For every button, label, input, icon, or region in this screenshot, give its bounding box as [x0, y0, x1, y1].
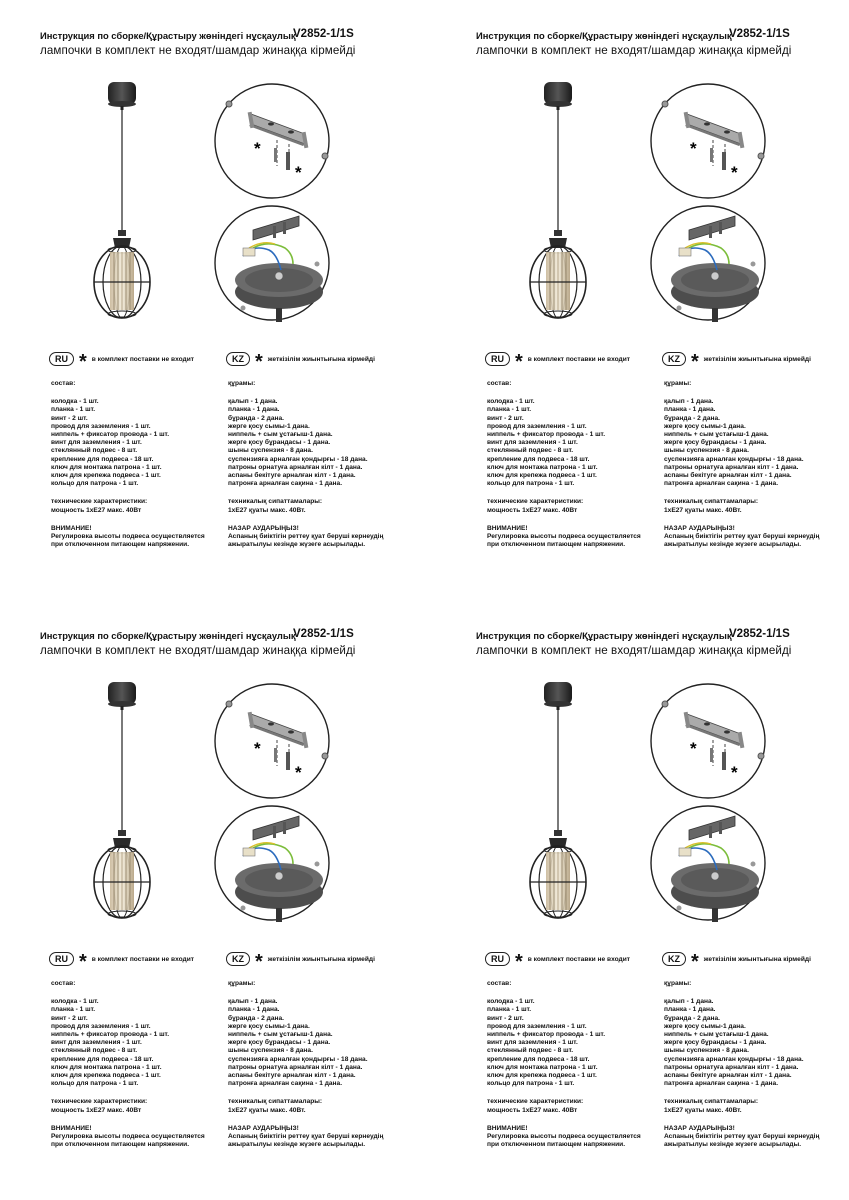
composition-item: шыны суспензия - 8 дана. — [664, 1047, 749, 1055]
kz-specs-value: 1хЕ27 қуаты макс. 40Вт. — [664, 1106, 742, 1114]
composition-item: ключ для крепежа подвеса - 1 шт. — [51, 472, 161, 480]
ru-specs-title: технические характеристики: — [487, 1098, 584, 1106]
composition-item: ключ для крепежа подвеса - 1 шт. — [51, 1072, 161, 1080]
ru-language-badge: RU — [485, 352, 510, 366]
composition-item: жерге қосу бұрандасы - 1 дана. — [228, 439, 331, 447]
kz-warning-line: Аспаның биіктігін реттеу қуат беруші кернеудің — [664, 533, 820, 541]
kz-specs-title: техникалық сипаттамалары: — [664, 1098, 759, 1106]
ru-not-included-text: в комплект поставки не входит — [527, 355, 630, 363]
kz-text-column — [664, 380, 819, 549]
composition-item: жерге қосу бұрандасы - 1 дана. — [664, 439, 767, 447]
svg-text:*: * — [731, 763, 738, 782]
composition-item: ниппель + сым ұстағыш-1 дана. — [664, 1031, 769, 1039]
kz-warning-line: ажыратылуы кезінде жүзеге асырылады. — [228, 1141, 366, 1149]
ru-warning-line: при отключенном питающем напряжении. — [51, 1141, 190, 1149]
composition-item: ниппель + фиксатор провода - 1 шт. — [487, 1031, 606, 1039]
bulbs-not-included-note: лампочки в комплект не входят/шамдар жинаққа кірмейді — [476, 44, 792, 57]
kz-specs-value: 1хЕ27 қуаты макс. 40Вт. — [228, 1106, 306, 1114]
composition-item: жерге қосу бұрандасы - 1 дана. — [228, 1039, 331, 1047]
ru-not-included-legend — [485, 951, 630, 973]
ru-not-included-legend — [49, 351, 194, 373]
composition-item: ниппель + фиксатор провода - 1 шт. — [51, 431, 170, 439]
kz-language-badge: KZ — [226, 352, 250, 366]
kz-warning-title: НАЗАР АУДАРЫҢЫЗ! — [228, 524, 299, 532]
ru-not-included-text: в комплект поставки не входит — [91, 955, 194, 963]
composition-item: колодка - 1 шт. — [51, 998, 99, 1006]
ru-language-badge: RU — [485, 952, 510, 966]
composition-item: ниппель + сым ұстағыш-1 дана. — [664, 431, 769, 439]
composition-item: жерге қосу сымы-1 дана. — [228, 1022, 310, 1030]
composition-item: жерге қосу сымы-1 дана. — [664, 1022, 746, 1030]
kz-text-column — [228, 980, 383, 1149]
ru-specs-value: мощность 1хЕ27 макс. 40Вт — [487, 1106, 578, 1114]
svg-text:*: * — [254, 139, 261, 158]
ru-warning-title: ВНИМАНИЕ! — [51, 524, 92, 532]
composition-item: колодка - 1 шт. — [51, 398, 99, 406]
instruction-panel-bottom-left — [0, 600, 424, 1200]
ru-composition-title: состав: — [51, 380, 76, 387]
asterisk-icon: * — [691, 951, 699, 973]
ru-text-column — [487, 980, 641, 1149]
wiring-assembly-diagram — [649, 804, 767, 922]
instruction-panel-top-right — [436, 0, 849, 600]
bulbs-not-included-note: лампочки в комплект не входят/шамдар жинаққа кірмейді — [40, 644, 356, 657]
kz-warning-line: ажыратылуы кезінде жүзеге асырылады. — [664, 1141, 802, 1149]
ru-composition-title: состав: — [487, 380, 512, 387]
kz-warning-line: ажыратылуы кезінде жүзеге асырылады. — [664, 541, 802, 549]
kz-composition-title: құрамы: — [228, 380, 256, 387]
kz-not-included-legend — [226, 351, 375, 373]
ru-composition-title: состав: — [51, 980, 76, 987]
ru-warning-title: ВНИМАНИЕ! — [487, 1124, 528, 1132]
kz-warning-title: НАЗАР АУДАРЫҢЫЗ! — [228, 1124, 299, 1132]
composition-item: ниппель + сым ұстағыш-1 дана. — [228, 1031, 333, 1039]
composition-item: аспаны бекітуге арналған кілт - 1 дана. — [228, 1072, 356, 1080]
ru-specs-title: технические характеристики: — [51, 498, 148, 506]
composition-item: крепление для подвеса - 18 шт. — [487, 455, 590, 463]
composition-item: ключ для крепежа подвеса - 1 шт. — [487, 472, 597, 480]
ru-warning-line: Регулировка высоты подвеса осуществляется — [487, 533, 641, 541]
kz-specs-title: техникалық сипаттамалары: — [664, 498, 759, 506]
composition-item: планка - 1 дана. — [228, 406, 280, 414]
mounting-bracket-diagram — [213, 82, 331, 200]
ru-specs-title: технические характеристики: — [51, 1098, 148, 1106]
model-number: V2852-1/1S — [729, 628, 790, 640]
pendant-lamp-illustration — [80, 78, 190, 328]
kz-not-included-legend — [226, 951, 375, 973]
ru-warning-title: ВНИМАНИЕ! — [487, 524, 528, 532]
ru-warning-title: ВНИМАНИЕ! — [51, 1124, 92, 1132]
ru-specs-value: мощность 1хЕ27 макс. 40Вт — [51, 1106, 142, 1114]
model-number: V2852-1/1S — [729, 28, 790, 40]
composition-item: планка - 1 шт. — [487, 1006, 532, 1014]
mounting-bracket-diagram — [649, 82, 767, 200]
wiring-assembly-diagram — [649, 204, 767, 322]
asterisk-icon: * — [255, 951, 263, 973]
svg-text:*: * — [690, 139, 697, 158]
composition-item: аспаны бекітуге арналған кілт - 1 дана. — [664, 472, 792, 480]
model-number: V2852-1/1S — [293, 628, 354, 640]
asterisk-icon: * — [515, 351, 523, 373]
kz-composition-list — [228, 998, 383, 1088]
ru-text-column — [487, 380, 641, 549]
composition-item: патроны орнатуға арналған кілт - 1 дана. — [228, 1063, 363, 1071]
composition-item: қалып - 1 дана. — [664, 998, 714, 1006]
kz-warning-line: Аспаның биіктігін реттеу қуат беруші кернеудің — [228, 533, 384, 541]
composition-item: патронға арналған сақина - 1 дана. — [664, 480, 779, 488]
kz-text-column — [664, 980, 819, 1149]
composition-item: винт - 2 шт. — [51, 414, 88, 422]
ru-warning-line: Регулировка высоты подвеса осуществляется — [51, 1133, 205, 1141]
composition-item: жерге қосу сымы-1 дана. — [228, 422, 310, 430]
composition-item: кольцо для патрона - 1 шт. — [487, 1080, 575, 1088]
kz-warning-line: Аспаның биіктігін реттеу қуат беруші кернеудің — [664, 1133, 820, 1141]
title-text: Инструкция по сборке/Құрастыру жөніндегі нұсқаулық — [476, 30, 732, 41]
composition-item: винт - 2 шт. — [487, 414, 524, 422]
wiring-assembly-diagram — [213, 804, 331, 922]
kz-not-included-text: жеткізілім жиынтығына кірмейді — [267, 355, 375, 363]
composition-item: шыны суспензия - 8 дана. — [228, 1047, 313, 1055]
instruction-panel-bottom-right — [436, 600, 849, 1200]
ru-warning-line: при отключенном питающем напряжении. — [51, 541, 190, 549]
kz-composition-list — [664, 998, 819, 1088]
kz-composition-list — [228, 398, 383, 488]
composition-item: провод для заземления - 1 шт. — [487, 422, 587, 430]
ru-text-column — [51, 380, 205, 549]
composition-item: патроны орнатуға арналған кілт - 1 дана. — [664, 1063, 799, 1071]
composition-item: шыны суспензия - 8 дана. — [228, 447, 313, 455]
composition-item: планка - 1 дана. — [228, 1006, 280, 1014]
kz-composition-title: құрамы: — [664, 980, 692, 987]
composition-item: шыны суспензия - 8 дана. — [664, 447, 749, 455]
composition-item: патронға арналған сақина - 1 дана. — [664, 1080, 779, 1088]
composition-item: суспензияға арналған қондырғы - 18 дана. — [664, 1055, 804, 1063]
composition-item: ключ для крепежа подвеса - 1 шт. — [487, 1072, 597, 1080]
composition-item: планка - 1 шт. — [51, 406, 96, 414]
kz-not-included-legend — [662, 951, 811, 973]
composition-item: ключ для монтажа патрона - 1 шт. — [487, 1063, 598, 1071]
title-text: Инструкция по сборке/Құрастыру жөніндегі нұсқаулық — [40, 630, 296, 641]
composition-item: планка - 1 дана. — [664, 406, 716, 414]
kz-not-included-text: жеткізілім жиынтығына кірмейді — [267, 955, 375, 963]
kz-warning-line: ажыратылуы кезінде жүзеге асырылады. — [228, 541, 366, 549]
svg-text:*: * — [295, 763, 302, 782]
composition-item: аспаны бекітуге арналған кілт - 1 дана. — [664, 1072, 792, 1080]
ru-not-included-legend — [485, 351, 630, 373]
ru-language-badge: RU — [49, 952, 74, 966]
kz-language-badge: KZ — [662, 952, 686, 966]
composition-item: суспензияға арналған қондырғы - 18 дана. — [664, 455, 804, 463]
composition-item: жерге қосу бұрандасы - 1 дана. — [664, 1039, 767, 1047]
composition-item: колодка - 1 шт. — [487, 398, 535, 406]
composition-item: аспаны бекітуге арналған кілт - 1 дана. — [228, 472, 356, 480]
kz-not-included-text: жеткізілім жиынтығына кірмейді — [703, 955, 811, 963]
composition-item: кольцо для патрона - 1 шт. — [487, 480, 575, 488]
svg-text:*: * — [731, 163, 738, 182]
mounting-bracket-diagram — [213, 682, 331, 800]
ru-specs-value: мощность 1хЕ27 макс. 40Вт — [487, 506, 578, 514]
asterisk-icon: * — [515, 951, 523, 973]
kz-specs-title: техникалық сипаттамалары: — [228, 498, 323, 506]
kz-text-column — [228, 380, 383, 549]
asterisk-icon: * — [79, 351, 87, 373]
pendant-lamp-illustration — [516, 678, 626, 928]
mounting-bracket-diagram — [649, 682, 767, 800]
title-text: Инструкция по сборке/Құрастыру жөніндегі нұсқаулық — [40, 30, 296, 41]
composition-item: стеклянный подвес - 8 шт. — [487, 1047, 574, 1055]
composition-item: провод для заземления - 1 шт. — [51, 1022, 151, 1030]
ru-specs-value: мощность 1хЕ27 макс. 40Вт — [51, 506, 142, 514]
kz-not-included-text: жеткізілім жиынтығына кірмейді — [703, 355, 811, 363]
composition-item: суспензияға арналған қондырғы - 18 дана. — [228, 1055, 368, 1063]
composition-item: колодка - 1 шт. — [487, 998, 535, 1006]
composition-item: ниппель + фиксатор провода - 1 шт. — [51, 1031, 170, 1039]
composition-item: патроны орнатуға арналған кілт - 1 дана. — [228, 463, 363, 471]
title-text: Инструкция по сборке/Құрастыру жөніндегі нұсқаулық — [476, 630, 732, 641]
kz-language-badge: KZ — [662, 352, 686, 366]
kz-composition-title: құрамы: — [664, 380, 692, 387]
composition-item: бұранда - 2 дана. — [664, 1014, 720, 1022]
ru-composition-list — [487, 398, 641, 488]
composition-item: бұранда - 2 дана. — [228, 414, 284, 422]
kz-specs-value: 1хЕ27 қуаты макс. 40Вт. — [228, 506, 306, 514]
bulbs-not-included-note: лампочки в комплект не входят/шамдар жинаққа кірмейді — [40, 44, 356, 57]
ru-warning-line: Регулировка высоты подвеса осуществляется — [51, 533, 205, 541]
composition-item: ключ для монтажа патрона - 1 шт. — [51, 1063, 162, 1071]
composition-item: кольцо для патрона - 1 шт. — [51, 1080, 139, 1088]
wiring-assembly-diagram — [213, 204, 331, 322]
composition-item: планка - 1 шт. — [51, 1006, 96, 1014]
composition-item: бұранда - 2 дана. — [228, 1014, 284, 1022]
composition-item: ключ для монтажа патрона - 1 шт. — [51, 463, 162, 471]
ru-specs-title: технические характеристики: — [487, 498, 584, 506]
ru-composition-list — [51, 998, 205, 1088]
composition-item: стеклянный подвес - 8 шт. — [51, 1047, 138, 1055]
composition-item: бұранда - 2 дана. — [664, 414, 720, 422]
instruction-title — [476, 28, 790, 41]
ru-composition-title: состав: — [487, 980, 512, 987]
kz-not-included-legend — [662, 351, 811, 373]
ru-composition-list — [51, 398, 205, 488]
ru-text-column — [51, 980, 205, 1149]
composition-item: стеклянный подвес - 8 шт. — [487, 447, 574, 455]
composition-item: ключ для монтажа патрона - 1 шт. — [487, 463, 598, 471]
kz-composition-list — [664, 398, 819, 488]
kz-warning-title: НАЗАР АУДАРЫҢЫЗ! — [664, 1124, 735, 1132]
composition-item: крепление для подвеса - 18 шт. — [487, 1055, 590, 1063]
composition-item: қалып - 1 дана. — [228, 398, 278, 406]
ru-warning-line: Регулировка высоты подвеса осуществляется — [487, 1133, 641, 1141]
ru-language-badge: RU — [49, 352, 74, 366]
instruction-title — [40, 628, 354, 641]
composition-item: планка - 1 дана. — [664, 1006, 716, 1014]
ru-not-included-legend — [49, 951, 194, 973]
composition-item: ниппель + сым ұстағыш-1 дана. — [228, 431, 333, 439]
composition-item: патронға арналған сақина - 1 дана. — [228, 1080, 343, 1088]
kz-specs-value: 1хЕ27 қуаты макс. 40Вт. — [664, 506, 742, 514]
composition-item: ниппель + фиксатор провода - 1 шт. — [487, 431, 606, 439]
composition-item: патронға арналған сақина - 1 дана. — [228, 480, 343, 488]
ru-warning-line: при отключенном питающем напряжении. — [487, 541, 626, 549]
pendant-lamp-illustration — [80, 678, 190, 928]
svg-text:*: * — [690, 739, 697, 758]
composition-item: винт для заземления - 1 шт. — [51, 1039, 142, 1047]
kz-composition-title: құрамы: — [228, 980, 256, 987]
asterisk-icon: * — [691, 351, 699, 373]
composition-item: қалып - 1 дана. — [664, 398, 714, 406]
instruction-panel-top-left — [0, 0, 424, 600]
kz-warning-line: Аспаның биіктігін реттеу қуат беруші кернеудің — [228, 1133, 384, 1141]
asterisk-icon: * — [79, 951, 87, 973]
bulbs-not-included-note: лампочки в комплект не входят/шамдар жинаққа кірмейді — [476, 644, 792, 657]
composition-item: жерге қосу сымы-1 дана. — [664, 422, 746, 430]
composition-item: винт - 2 шт. — [51, 1014, 88, 1022]
pendant-lamp-illustration — [516, 78, 626, 328]
kz-specs-title: техникалық сипаттамалары: — [228, 1098, 323, 1106]
composition-item: крепление для подвеса - 18 шт. — [51, 1055, 154, 1063]
svg-text:*: * — [295, 163, 302, 182]
model-number: V2852-1/1S — [293, 28, 354, 40]
composition-item: провод для заземления - 1 шт. — [487, 1022, 587, 1030]
svg-text:*: * — [254, 739, 261, 758]
instruction-title — [40, 28, 354, 41]
asterisk-icon: * — [255, 351, 263, 373]
instruction-title — [476, 628, 790, 641]
composition-item: планка - 1 шт. — [487, 406, 532, 414]
composition-item: крепление для подвеса - 18 шт. — [51, 455, 154, 463]
composition-item: суспензияға арналған қондырғы - 18 дана. — [228, 455, 368, 463]
ru-warning-line: при отключенном питающем напряжении. — [487, 1141, 626, 1149]
kz-language-badge: KZ — [226, 952, 250, 966]
composition-item: стеклянный подвес - 8 шт. — [51, 447, 138, 455]
ru-composition-list — [487, 998, 641, 1088]
composition-item: винт для заземления - 1 шт. — [51, 439, 142, 447]
composition-item: провод для заземления - 1 шт. — [51, 422, 151, 430]
composition-item: винт для заземления - 1 шт. — [487, 1039, 578, 1047]
composition-item: кольцо для патрона - 1 шт. — [51, 480, 139, 488]
kz-warning-title: НАЗАР АУДАРЫҢЫЗ! — [664, 524, 735, 532]
composition-item: патроны орнатуға арналған кілт - 1 дана. — [664, 463, 799, 471]
ru-not-included-text: в комплект поставки не входит — [91, 355, 194, 363]
composition-item: қалып - 1 дана. — [228, 998, 278, 1006]
composition-item: винт для заземления - 1 шт. — [487, 439, 578, 447]
ru-not-included-text: в комплект поставки не входит — [527, 955, 630, 963]
composition-item: винт - 2 шт. — [487, 1014, 524, 1022]
